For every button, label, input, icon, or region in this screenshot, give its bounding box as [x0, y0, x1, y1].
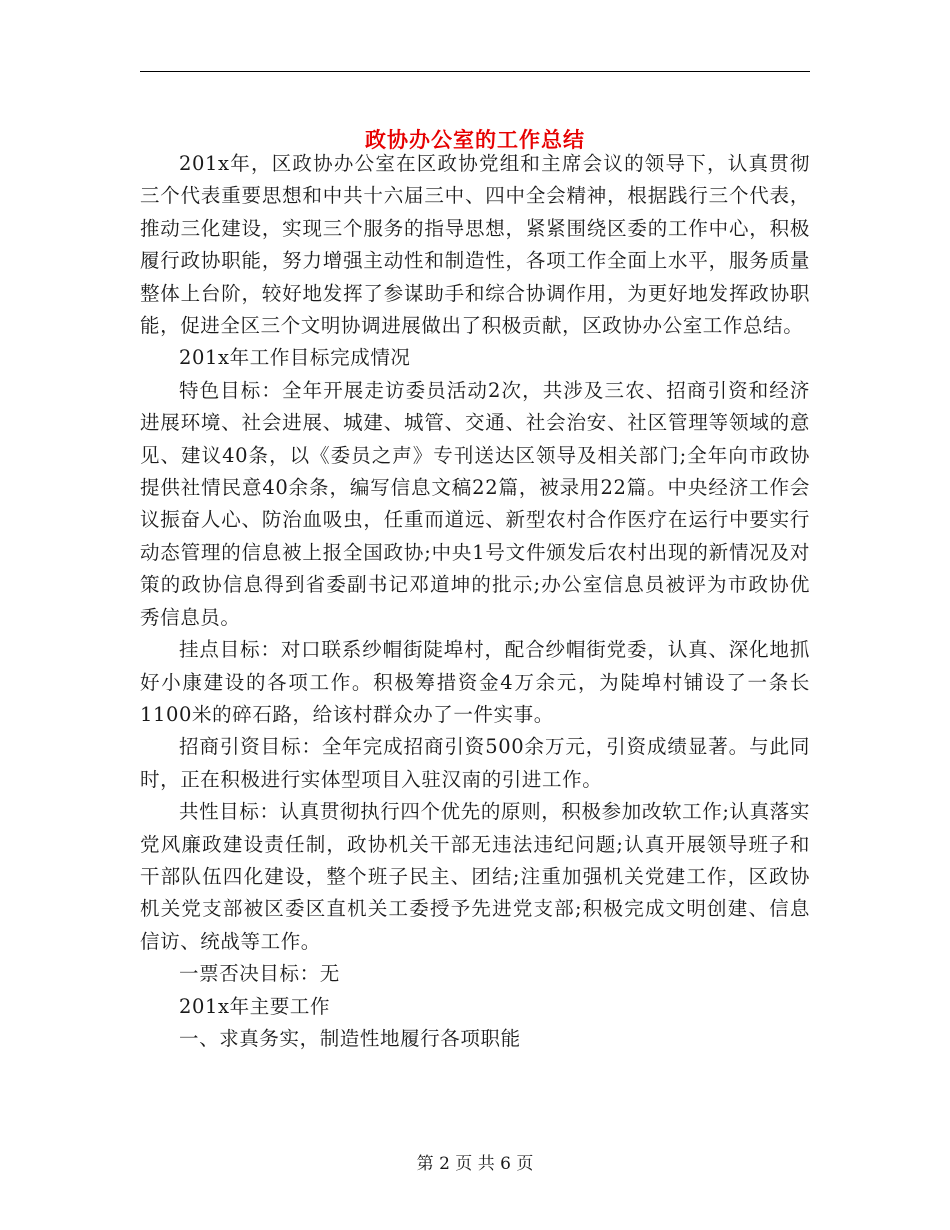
paragraph-common-goals: 共性目标：认真贯彻执行四个优先的原则，积极参加改软工作;认真落实党风廉政建设责任制，政协机关干部无违法违纪问题;认真开展领导班子和干部队伍四化建设，整个班子民主、团结;注重加强机关党建工作，区政协机关党支部被区委区直机关工委授予先进党支部;积极完成文明创建、信息信访、统战等工作。 — [140, 800, 810, 953]
paragraph-section-one: 一、求真务实，制造性地履行各项职能 — [179, 1026, 521, 1050]
document-body — [140, 148, 810, 1055]
paragraph-heading-main-work: 201x年主要工作 — [179, 994, 331, 1018]
paragraph-feature-goals: 特色目标：全年开展走访委员活动2次，共涉及三农、招商引资和经济进展环境、社会进展、城建、城管、交通、社会治安、社区管理等领域的意见、建议40条，以《委员之声》专刊送达区领导及相关部门;全年向市政协提供社情民意40余条，编写信息文稿22篇，被录用22篇。中央经济工作会议振奋人心、防治血吸虫，任重而道远、新型农村合作医疗在运行中要实行动态管理的信息被上报全国政协;中央1号文件颁发后农村出现的新情况及对策的政协信息得到省委副书记邓道坤的批示;办公室信息员被评为市政协优秀信息员。 — [140, 378, 810, 629]
page-number-footer: 第 2 页 共 6 页 — [416, 1154, 534, 1174]
document-title: 政协办公室的工作总结 — [365, 127, 585, 153]
paragraph-intro: 201x年，区政协办公室在区政协党组和主席会议的领导下，认真贯彻三个代表重要思想和中共十六届三中、四中全会精神，根据践行三个代表，推动三化建设，实现三个服务的指导思想，紧紧围绕区委的工作中心，积极履行政协职能，努力增强主动性和制造性，各项工作全面上水平，服务质量整体上台阶，较好地发挥了参谋助手和综合协调作用，为更好地发挥政协职能，促进全区三个文明协调进展做出了积极贡献，区政协办公室工作总结。 — [140, 152, 810, 338]
header-rule — [140, 71, 810, 72]
paragraph-investment-goals: 招商引资目标：全年完成招商引资500余万元，引资成绩显著。与此同时，正在积极进行实体型项目入驻汉南的引进工作。 — [140, 735, 810, 791]
paragraph-heading-goals: 201x年工作目标完成情况 — [179, 346, 411, 370]
paragraph-liaison-goals: 挂点目标：对口联系纱帽街陡埠村，配合纱帽街党委，认真、深化地抓好小康建设的各项工作。积极筹措资金4万余元，为陡埠村铺设了一条长1100米的碎石路，给该村群众办了一件实事。 — [140, 638, 810, 726]
paragraph-veto-goals: 一票否决目标：无 — [179, 962, 340, 986]
